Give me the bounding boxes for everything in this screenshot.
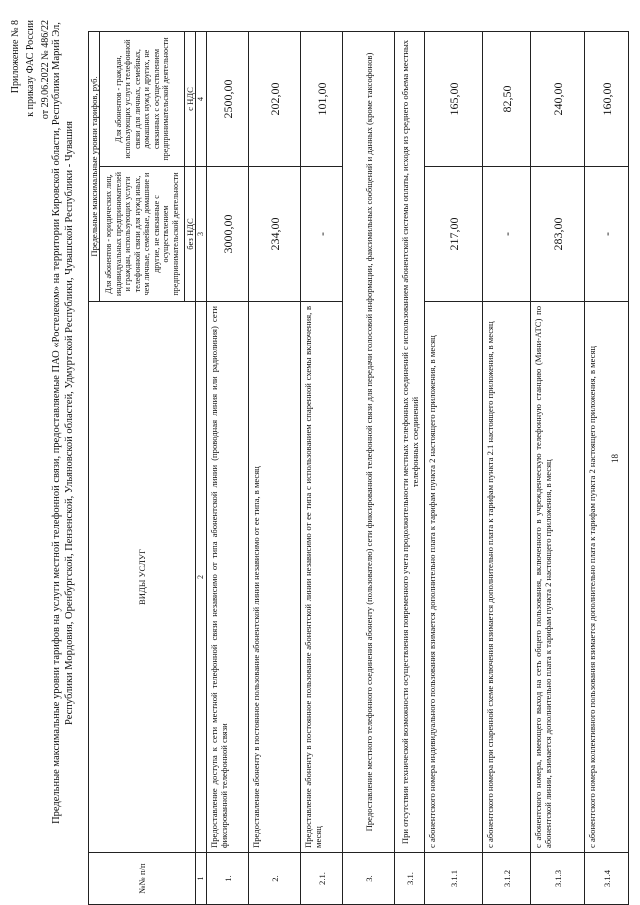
header-with-vat: с НДС [185, 31, 196, 166]
row-value-with-vat: 202,00 [249, 31, 301, 166]
table-row [343, 31, 395, 904]
row-service: Предоставление абоненту в постоянное пользование абонентской линии независимо от ее типа с использованием спаренной схемы включения, в месяц [301, 302, 343, 853]
row-service: с абонентского номера коллективного пользования взимается дополнительно плата к тарифам пункта 2 настоящего приложения, в месяц [585, 302, 629, 853]
row-number: 2.1. [301, 853, 343, 905]
row-value-with-vat: 101,00 [301, 31, 343, 166]
appendix-label: Приложение № 8 [10, 20, 21, 94]
table-row [207, 31, 249, 904]
table-row [249, 31, 301, 904]
row-section-heading: При отсутствии технической возможности осуществления повременного учета продолжительности местных телефонных соединений с использованием абонентской системы оплаты, исходя из среднего объема местных телефонных соединений [395, 31, 425, 852]
row-value-with-vat: 82,50 [483, 31, 531, 166]
row-value-no-vat: 3000,00 [207, 167, 249, 302]
row-value-with-vat: 165,00 [425, 31, 483, 166]
header-citizens: Для абонентов - граждан, использующих услуги телефонной связи для личных, семейных, домашних нужд и других, не связанных с осуществлением предпринимательской деятельности [100, 31, 185, 166]
row-value-no-vat: - [483, 167, 531, 302]
header-num: №№ п/п [89, 853, 196, 905]
row-value-no-vat: 234,00 [249, 167, 301, 302]
row-service: с абонентского номера при спаренной схеме включения взимается дополнительно плата к тарифам пункта 2.1 настоящего приложения, в месяц [483, 302, 531, 853]
page-number: 18 [610, 454, 620, 463]
order-reference: к приказу ФАС России [25, 20, 36, 117]
row-value-no-vat: - [301, 167, 343, 302]
row-number: 3.1.1 [425, 853, 483, 905]
row-number: 3.1. [395, 853, 425, 905]
row-section-heading: Предоставление местного телефонного соединения абоненту (пользователю) сети фиксированной телефонной связи для передачи голосовой информации, факсимильных сообщений и данных (кроме таксофонов) [343, 31, 395, 852]
tariff-table [88, 31, 629, 905]
row-number: 3. [343, 853, 395, 905]
order-date: от 29.06.2022 № 486/22 [40, 20, 51, 120]
row-value-no-vat: - [585, 167, 629, 302]
row-value-no-vat: 217,00 [425, 167, 483, 302]
row-number: 2. [249, 853, 301, 905]
table-row [531, 31, 585, 904]
row-service: с абонентского номера индивидуального пользования взимается дополнительно плата к тарифам пункта 2 настоящего приложения, в месяц [425, 302, 483, 853]
row-service: Предоставление доступа к сети местной телефонной связи независимо от типа абонентской линии (проводная линия или радиолиния) сети фиксированной телефонной связи [207, 302, 249, 853]
table-row [395, 31, 425, 904]
column-number-2: 2 [196, 302, 207, 853]
row-number: 1. [207, 853, 249, 905]
column-number-3: 3 [196, 167, 207, 302]
table-row [585, 31, 629, 904]
row-value-no-vat: 283,00 [531, 167, 585, 302]
header-levels: Предельные максимальные уровни тарифов, руб. [89, 31, 100, 301]
row-number: 3.1.3 [531, 853, 585, 905]
row-value-with-vat: 2500,00 [207, 31, 249, 166]
column-number-1: 1 [196, 853, 207, 905]
table-row [483, 31, 531, 904]
header-service: ВИДЫ УСЛУГ [89, 302, 196, 853]
row-number: 3.1.2 [483, 853, 531, 905]
row-value-with-vat: 160,00 [585, 31, 629, 166]
row-service: с абонентского номера, имеющего выход на сеть общего пользования, включенного в учрежденческую телефонную станцию (Мини-АТС) по абонентской линии, взимается дополнительно плата к тарифам пункта 2 настоящего приложения, в месяц [531, 302, 585, 853]
row-number: 3.1.4 [585, 853, 629, 905]
header-legal-entities: Для абонентов - юридических лиц, индивидуальных предпринимателей и граждан, использующих услуги телефонной связи для нужд иных, чем личные, семейные, домашние и другие, не связанные с осуществлением предпринимательской деятельности [100, 167, 185, 302]
column-number-4: 4 [196, 31, 207, 166]
document-title: Предельные максимальные уровни тарифов на услуги местной телефонной связи, предоставляемые ПАО «Ростелеком» на территории Кировской области, Республики Марий Эл, Республики Мордовия, Оренбургской, Пензенской, Ульяновской областей, Удмуртской Республики, Чувашской Республики - Чувашия [51, 22, 75, 824]
row-service: Предоставление абоненту в постоянное пользование абонентской линии независимо от ее типа, в месяц [249, 302, 301, 853]
row-value-with-vat: 240,00 [531, 31, 585, 166]
table-row [425, 31, 483, 904]
table-row [301, 31, 343, 904]
header-no-vat: без НДС [185, 167, 196, 302]
